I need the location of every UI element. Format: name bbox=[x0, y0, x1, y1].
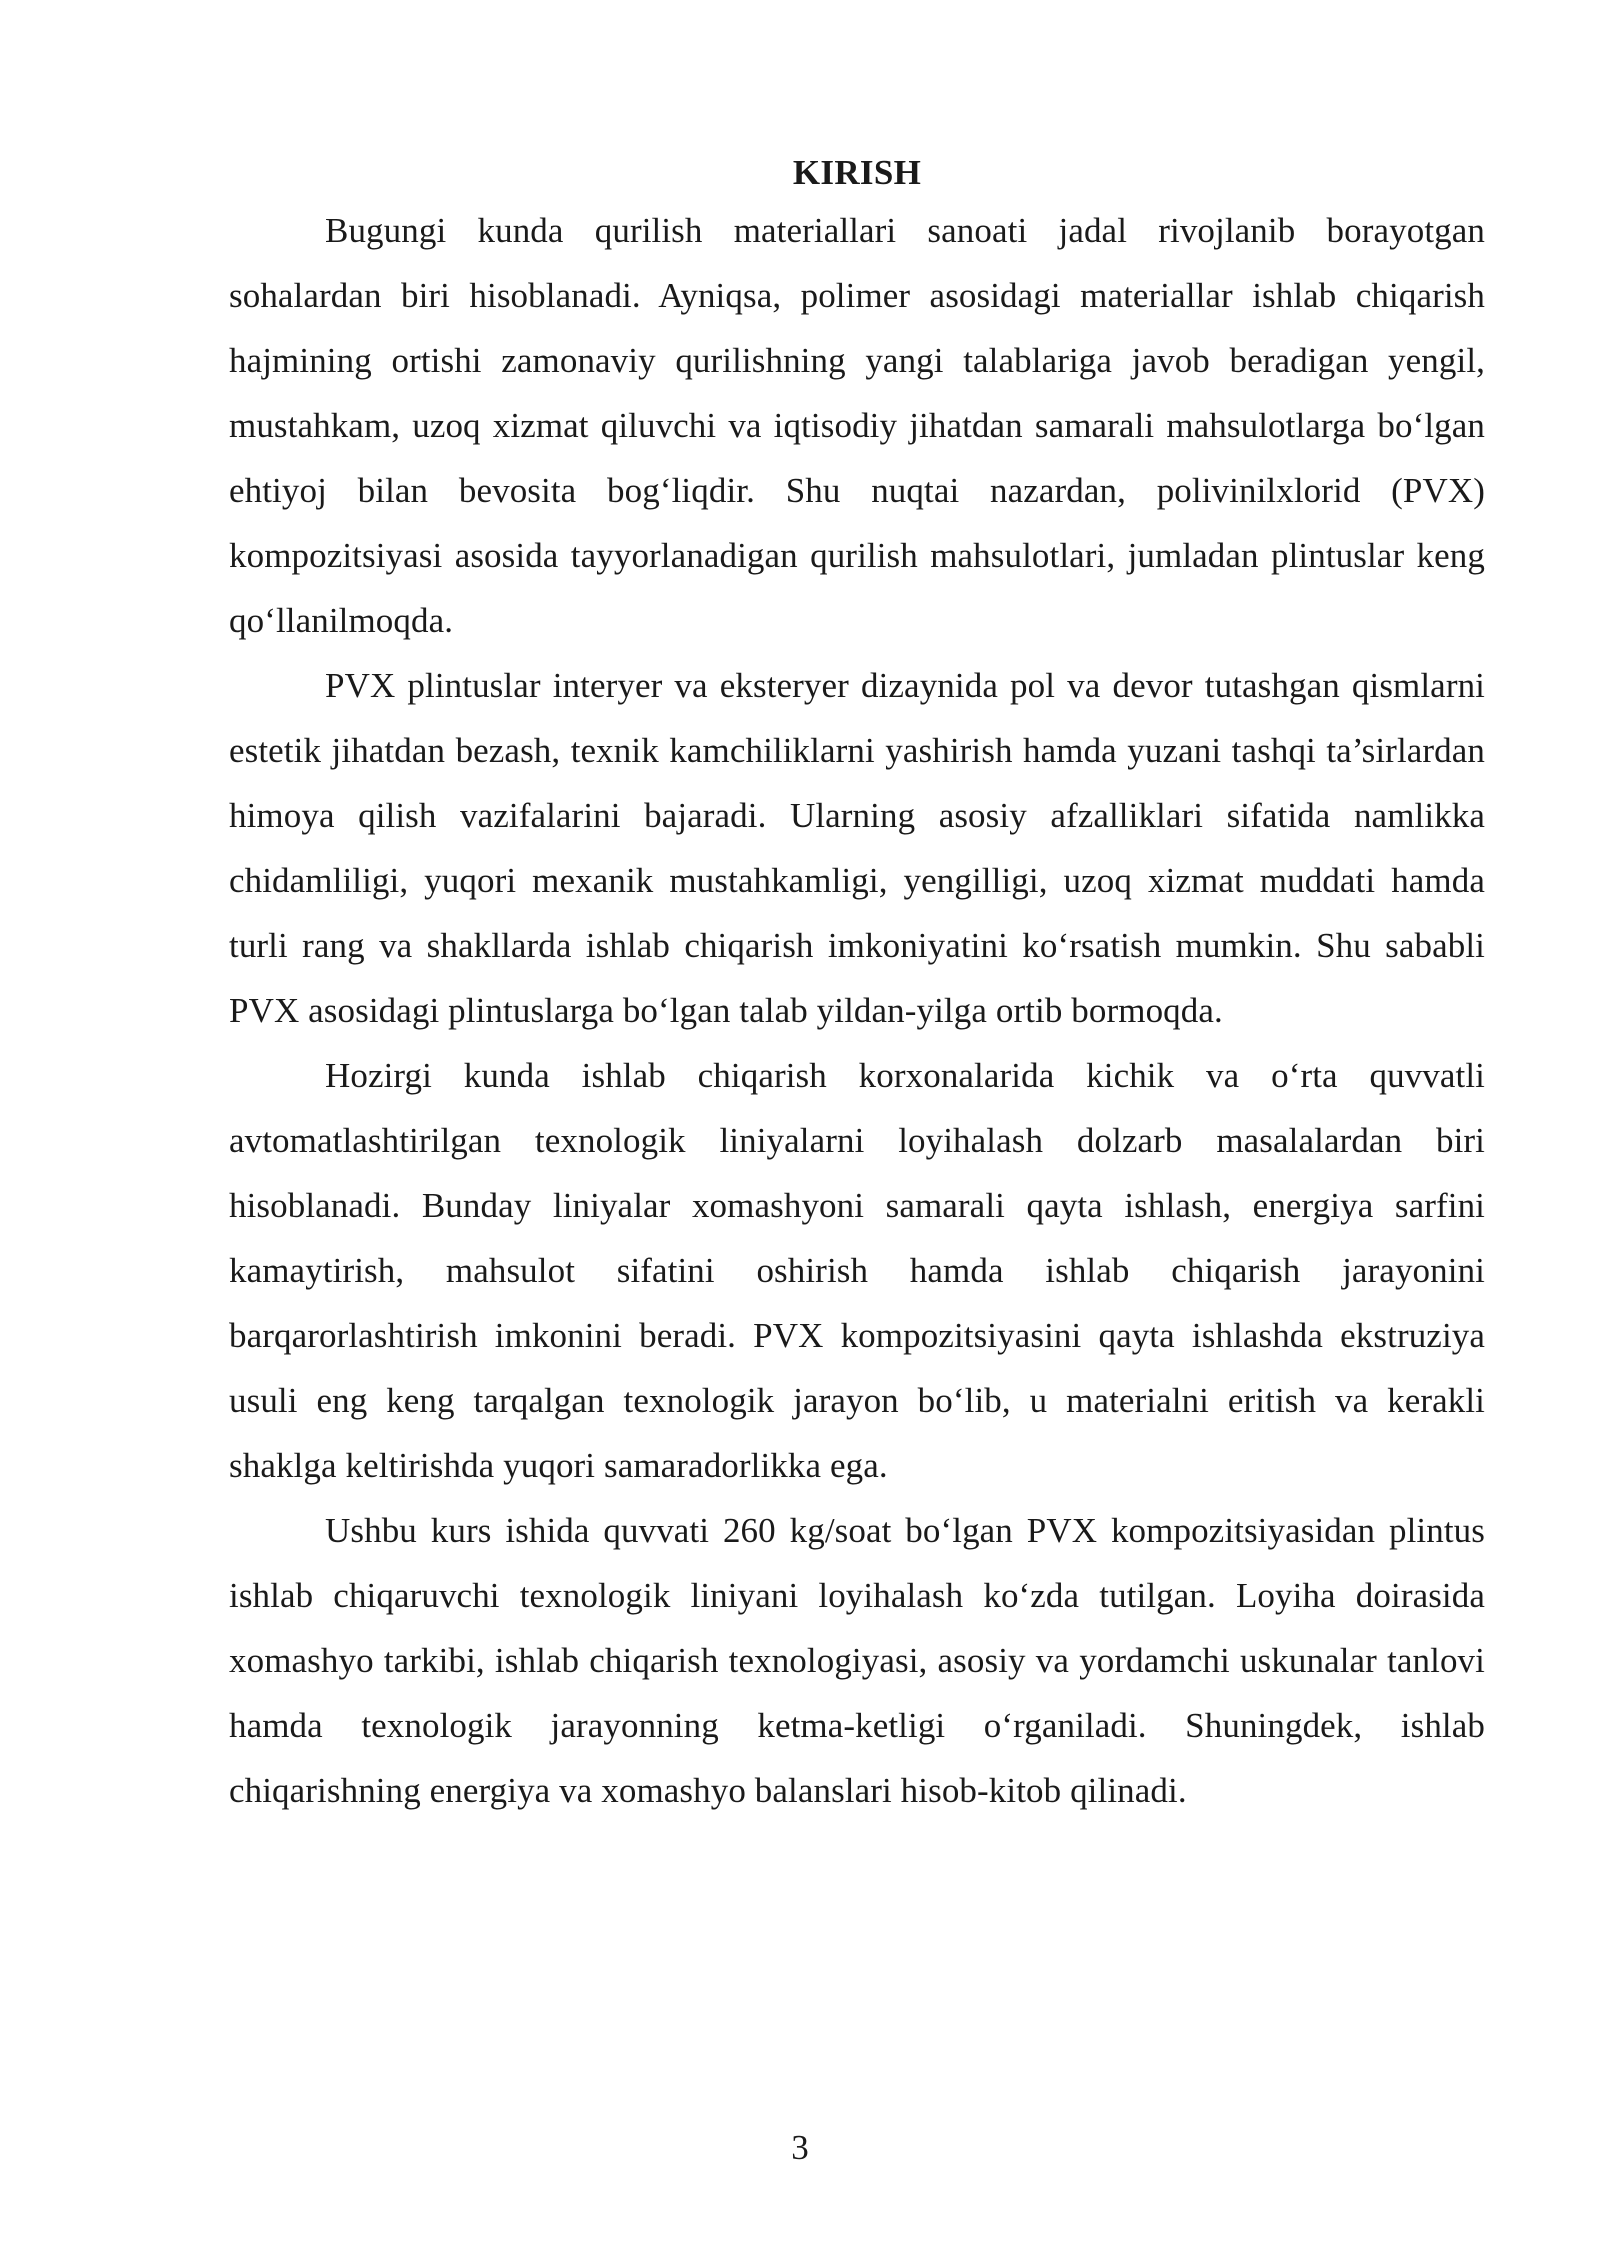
page-content bbox=[229, 148, 1485, 1823]
page-number: 3 bbox=[791, 2128, 809, 2167]
paragraph-2: PVX plintuslar interyer va eksteryer dizaynida pol va devor tutashgan qismlarni estetik jihatdan bezash, texnik kamchiliklarni yashirish hamda yuzani tashqi ta’sirlardan himoya qilish vazifalarini bajaradi. Ularning asosiy afzalliklari sifatida namlikka chidamliligi, yuqori mexanik mustahkamligi, yengilligi, uzoq xizmat muddati hamda turli rang va shakllarda ishlab chiqarish imkoniyatini ko‘rsatish mumkin. Shu sababli PVX asosidagi plintuslarga bo‘lgan talab yildan-yilga ortib bormoqda. bbox=[229, 666, 1485, 1030]
paragraph-3: Hozirgi kunda ishlab chiqarish korxonalarida kichik va o‘rta quvvatli avtomatlashtirilgan texnologik liniyalarni loyihalash dolzarb masalalardan biri hisoblanadi. Bunday liniyalar xomashyoni samarali qayta ishlash, energiya sarfini kamaytirish, mahsulot sifatini oshirish hamda ishlab chiqarish jarayonini barqarorlashtirish imkonini beradi. PVX kompozitsiyasini qayta ishlashda ekstruziya usuli eng keng tarqalgan texnologik jarayon bo‘lib, u materialni eritish va kerakli shaklga keltirishda yuqori samaradorlikka ega. bbox=[229, 1056, 1485, 1485]
paragraph-4: Ushbu kurs ishida quvvati 260 kg/soat bo‘lgan PVX kompozitsiyasidan plintus ishlab chiqaruvchi texnologik liniyani loyihalash ko‘zda tutilgan. Loyiha doirasida xomashyo tarkibi, ishlab chiqarish texnologiyasi, asosiy va yordamchi uskunalar tanlovi hamda texnologik jarayonning ketma-ketligi o‘rganiladi. Shuningdek, ishlab chiqarishning energiya va xomashyo balanslari hisob-kitob qilinadi. bbox=[229, 1511, 1485, 1810]
paragraph-1: Bugungi kunda qurilish materiallari sanoati jadal rivojlanib borayotgan sohalardan biri hisoblanadi. Ayniqsa, polimer asosidagi materiallar ishlab chiqarish hajmining ortishi zamonaviy qurilishning yangi talablariga javob beradigan yengil, mustahkam, uzoq xizmat qiluvchi va iqtisodiy jihatdan samarali mahsulotlarga bo‘lgan ehtiyoj bilan bevosita bog‘liqdir. Shu nuqtai nazardan, polivinilxlorid (PVX) kompozitsiyasi asosida tayyorlanadigan qurilish mahsulotlari, jumladan plintuslar keng qo‘llanilmoqda. bbox=[229, 211, 1485, 640]
section-heading: KIRISH bbox=[792, 153, 922, 192]
